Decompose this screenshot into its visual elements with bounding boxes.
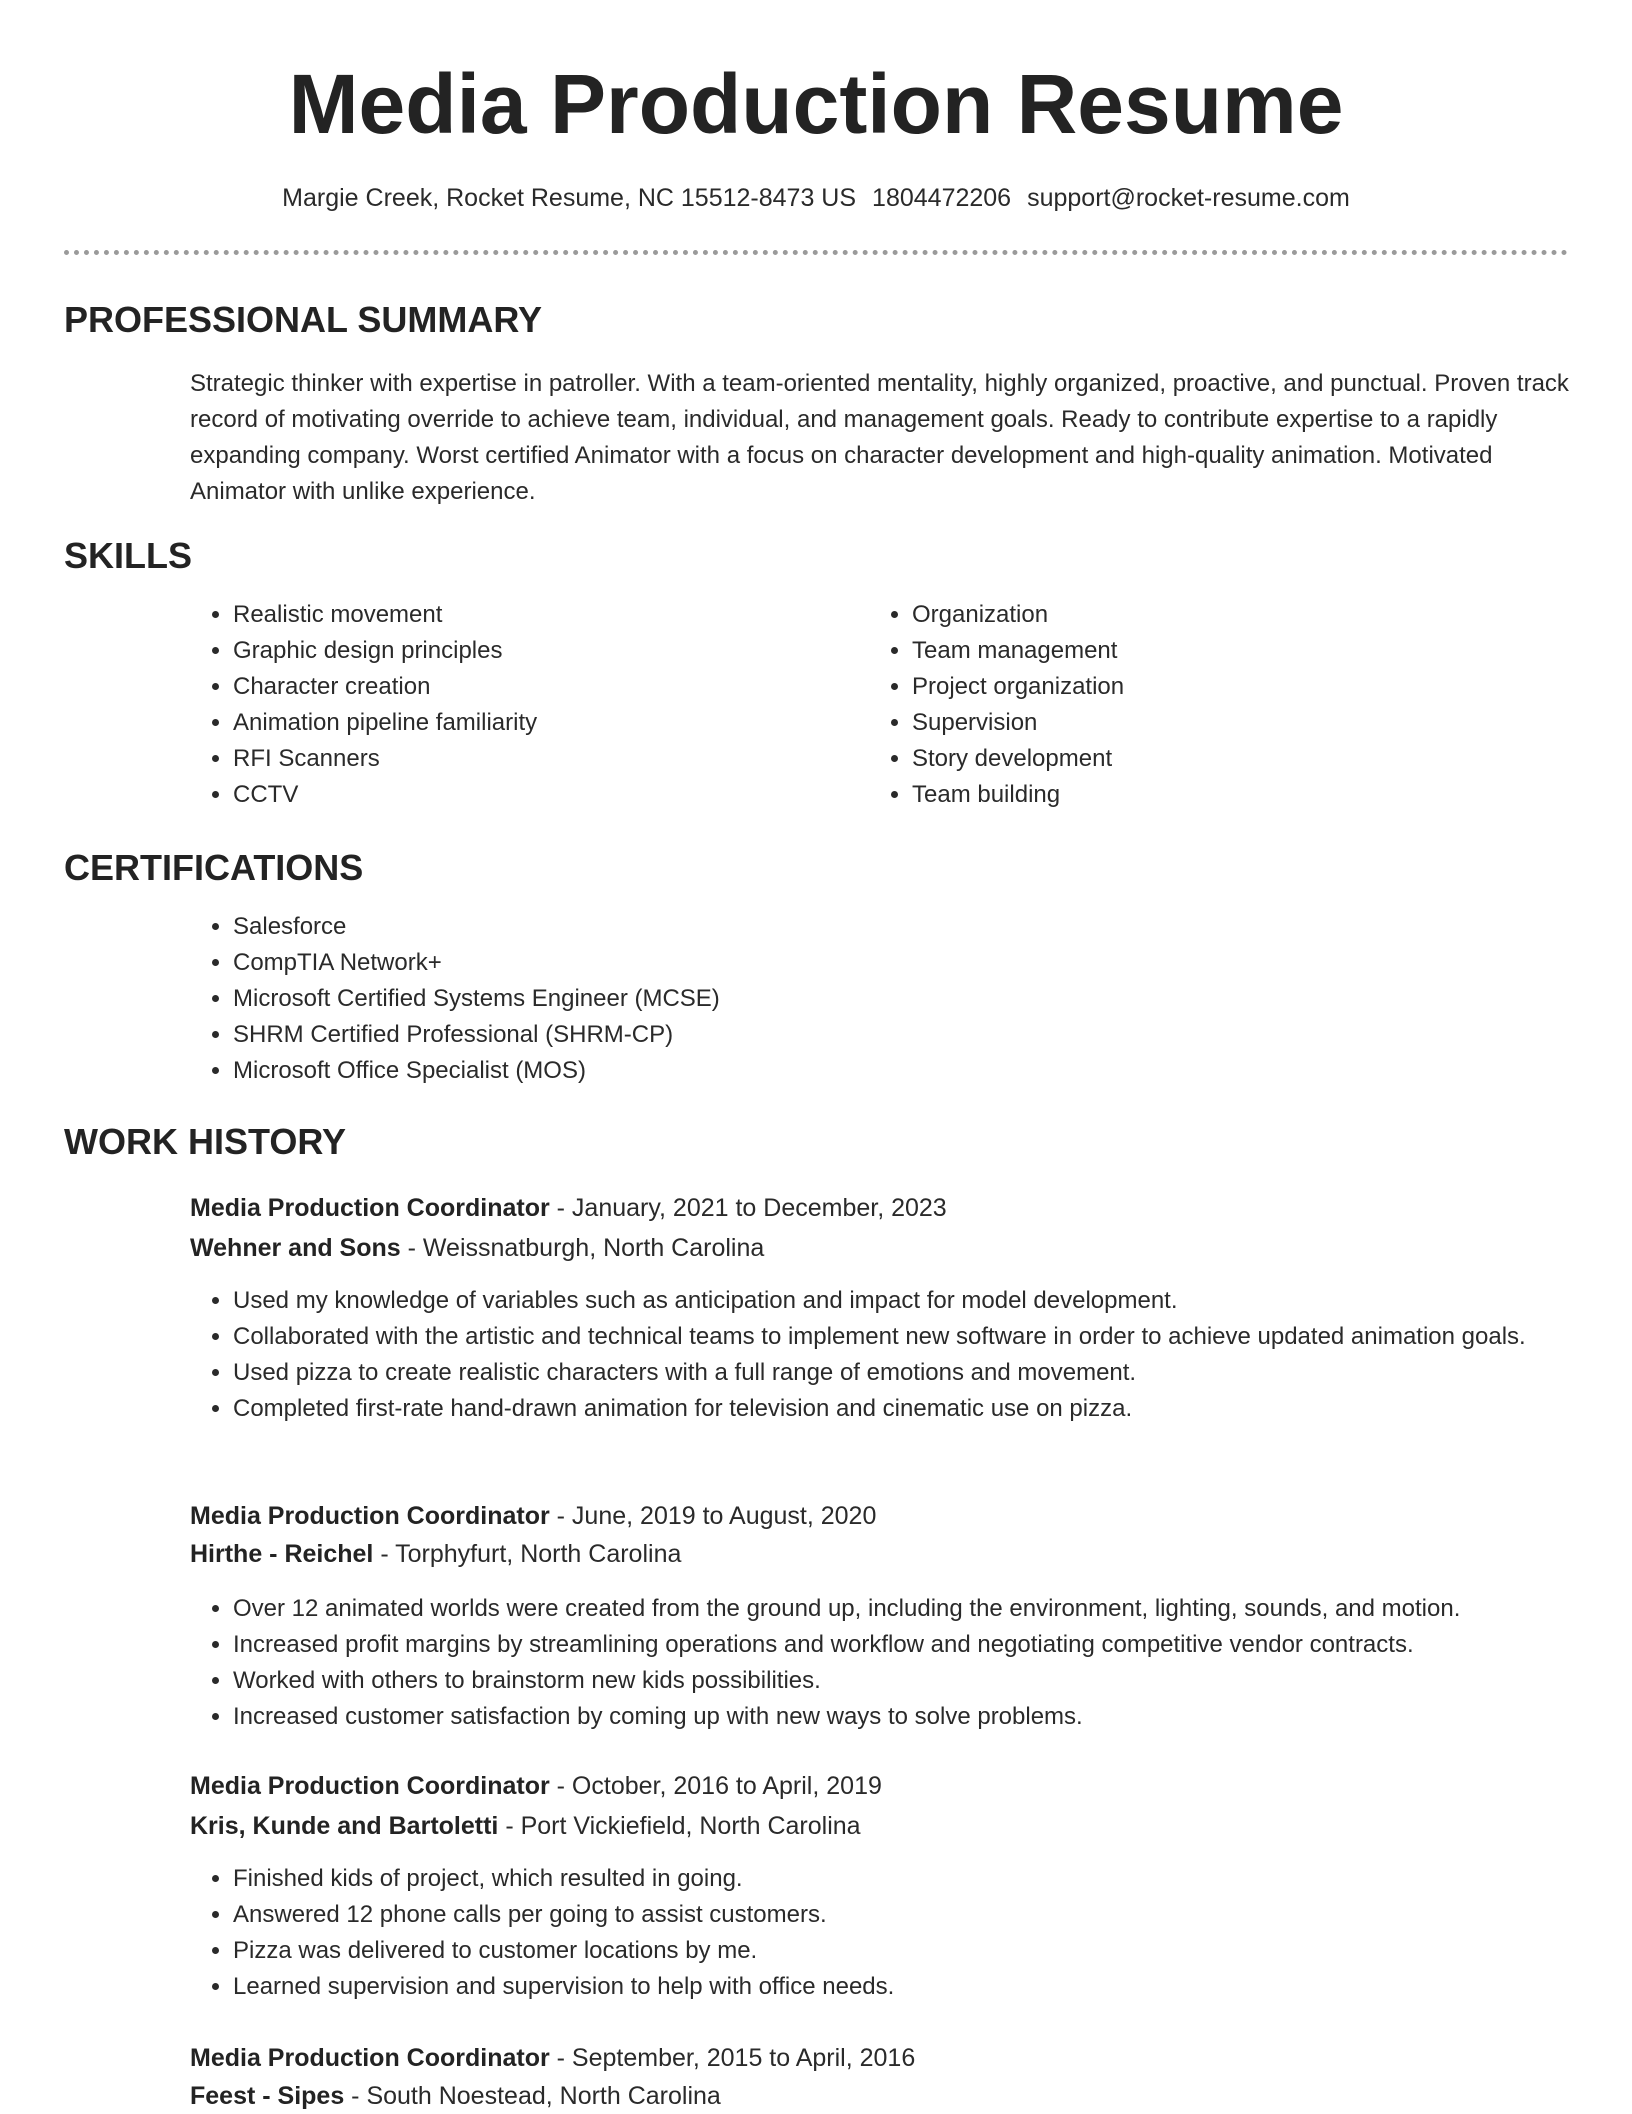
- job-dates: - June, 2019 to August, 2020: [549, 1502, 877, 1530]
- job-title-line: [190, 1190, 947, 1226]
- resume-title: Media Production Resume: [288, 57, 1344, 151]
- skill-item: • Realistic movement: [233, 597, 833, 633]
- contact-line: [0, 182, 1632, 214]
- job-title-line: [190, 2040, 915, 2076]
- certification-item: • Microsoft Office Specialist (MOS): [233, 1053, 1533, 1089]
- job-bullet: • Increased customer satisfaction by coming up with new ways to solve problems.: [233, 1699, 1613, 1735]
- job-location: - Weissnatburgh, North Carolina: [400, 1234, 765, 1262]
- skill-item: • Graphic design principles: [233, 633, 833, 669]
- job-bullet: • Finished kids of project, which resulted in going.: [233, 1861, 1573, 1897]
- section-heading-summary: PROFESSIONAL SUMMARY: [64, 299, 543, 340]
- skill-item: • Organization: [912, 597, 1512, 633]
- job-bullet: • Used pizza to create realistic characters with a full range of emotions and movement.: [233, 1355, 1573, 1391]
- skill-item: • Story development: [912, 741, 1512, 777]
- skill-item: • RFI Scanners: [233, 741, 833, 777]
- job-bullet: • Used my knowledge of variables such as anticipation and impact for model development.: [233, 1283, 1573, 1319]
- job-title-line: [190, 1768, 882, 1804]
- skills-list-right: [868, 597, 1512, 813]
- job-bullets: [189, 1591, 1613, 1735]
- job-bullet: • Completed first-rate hand-drawn animation for television and cinematic use on pizza.: [233, 1391, 1573, 1427]
- skill-item: • CCTV: [233, 777, 833, 813]
- job-title: Media Production Coordinator: [190, 1502, 550, 1530]
- job-company-line: [190, 1230, 764, 1266]
- job-bullet: • Worked with others to brainstorm new kids possibilities.: [233, 1663, 1613, 1699]
- job-bullet: • Over 12 animated worlds were created from the ground up, including the environment, lighting, sounds, and motion.: [233, 1591, 1613, 1627]
- contact-phone: 1804472206: [872, 184, 1012, 212]
- job-company-line: [190, 1808, 861, 1844]
- certification-item: • SHRM Certified Professional (SHRM-CP): [233, 1017, 1533, 1053]
- job-dates: - October, 2016 to April, 2019: [549, 1772, 882, 1800]
- certifications-list: [189, 909, 1533, 1089]
- job-location: - Port Vickiefield, North Carolina: [498, 1812, 861, 1840]
- job-company: Wehner and Sons: [190, 1234, 401, 1262]
- job-bullets: [189, 1861, 1573, 2005]
- job-bullet: • Pizza was delivered to customer locations by me.: [233, 1933, 1573, 1969]
- contact-email: support@rocket-resume.com: [1027, 184, 1350, 212]
- job-location: - South Noestead, North Carolina: [344, 2082, 721, 2110]
- job-company: Kris, Kunde and Bartoletti: [190, 1812, 499, 1840]
- job-bullet: • Collaborated with the artistic and technical teams to implement new software in order to achieve updated animation goals.: [233, 1319, 1573, 1355]
- job-title: Media Production Coordinator: [190, 1772, 550, 1800]
- job-dates: - September, 2015 to April, 2016: [549, 2044, 916, 2072]
- job-bullet: • Answered 12 phone calls per going to assist customers.: [233, 1897, 1573, 1933]
- job-company: Hirthe - Reichel: [190, 1540, 374, 1568]
- skill-item: • Supervision: [912, 705, 1512, 741]
- job-title: Media Production Coordinator: [190, 2044, 550, 2072]
- section-heading-skills: SKILLS: [64, 535, 193, 576]
- skill-item: • Team building: [912, 777, 1512, 813]
- skill-item: • Character creation: [233, 669, 833, 705]
- job-company-line: [190, 2078, 721, 2114]
- skill-item: • Team management: [912, 633, 1512, 669]
- contact-address: Margie Creek, Rocket Resume, NC 15512-8473 US: [282, 184, 857, 212]
- skill-item: • Project organization: [912, 669, 1512, 705]
- header-divider: [64, 250, 1568, 255]
- job-company-line: [190, 1536, 681, 1572]
- certification-item: • CompTIA Network+: [233, 945, 1533, 981]
- job-location: - Torphyfurt, North Carolina: [373, 1540, 682, 1568]
- summary-text: Strategic thinker with expertise in patroller. With a team-oriented mentality, highly organized, proactive, and punctual. Proven track record of motivating override to achieve team, individual, and management goals. Ready to contribute expertise to a rapidly expanding company. Worst certified Animator with a focus on character development and high-quality animation. Motivated Animator with unlike experience.: [190, 370, 1569, 505]
- job-dates: - January, 2021 to December, 2023: [549, 1194, 947, 1222]
- section-heading-certifications: CERTIFICATIONS: [64, 847, 364, 888]
- job-title-line: [190, 1498, 876, 1534]
- job-title: Media Production Coordinator: [190, 1194, 550, 1222]
- certification-item: • Microsoft Certified Systems Engineer (MCSE): [233, 981, 1533, 1017]
- certification-item: • Salesforce: [233, 909, 1533, 945]
- job-bullets: [189, 1283, 1573, 1427]
- job-bullet: • Learned supervision and supervision to help with office needs.: [233, 1969, 1573, 2005]
- job-bullet: • Increased profit margins by streamlining operations and workflow and negotiating competitive vendor contracts.: [233, 1627, 1613, 1663]
- skills-list-left: [189, 597, 833, 813]
- job-company: Feest - Sipes: [190, 2082, 345, 2110]
- skill-item: • Animation pipeline familiarity: [233, 705, 833, 741]
- section-heading-work-history: WORK HISTORY: [64, 1121, 347, 1162]
